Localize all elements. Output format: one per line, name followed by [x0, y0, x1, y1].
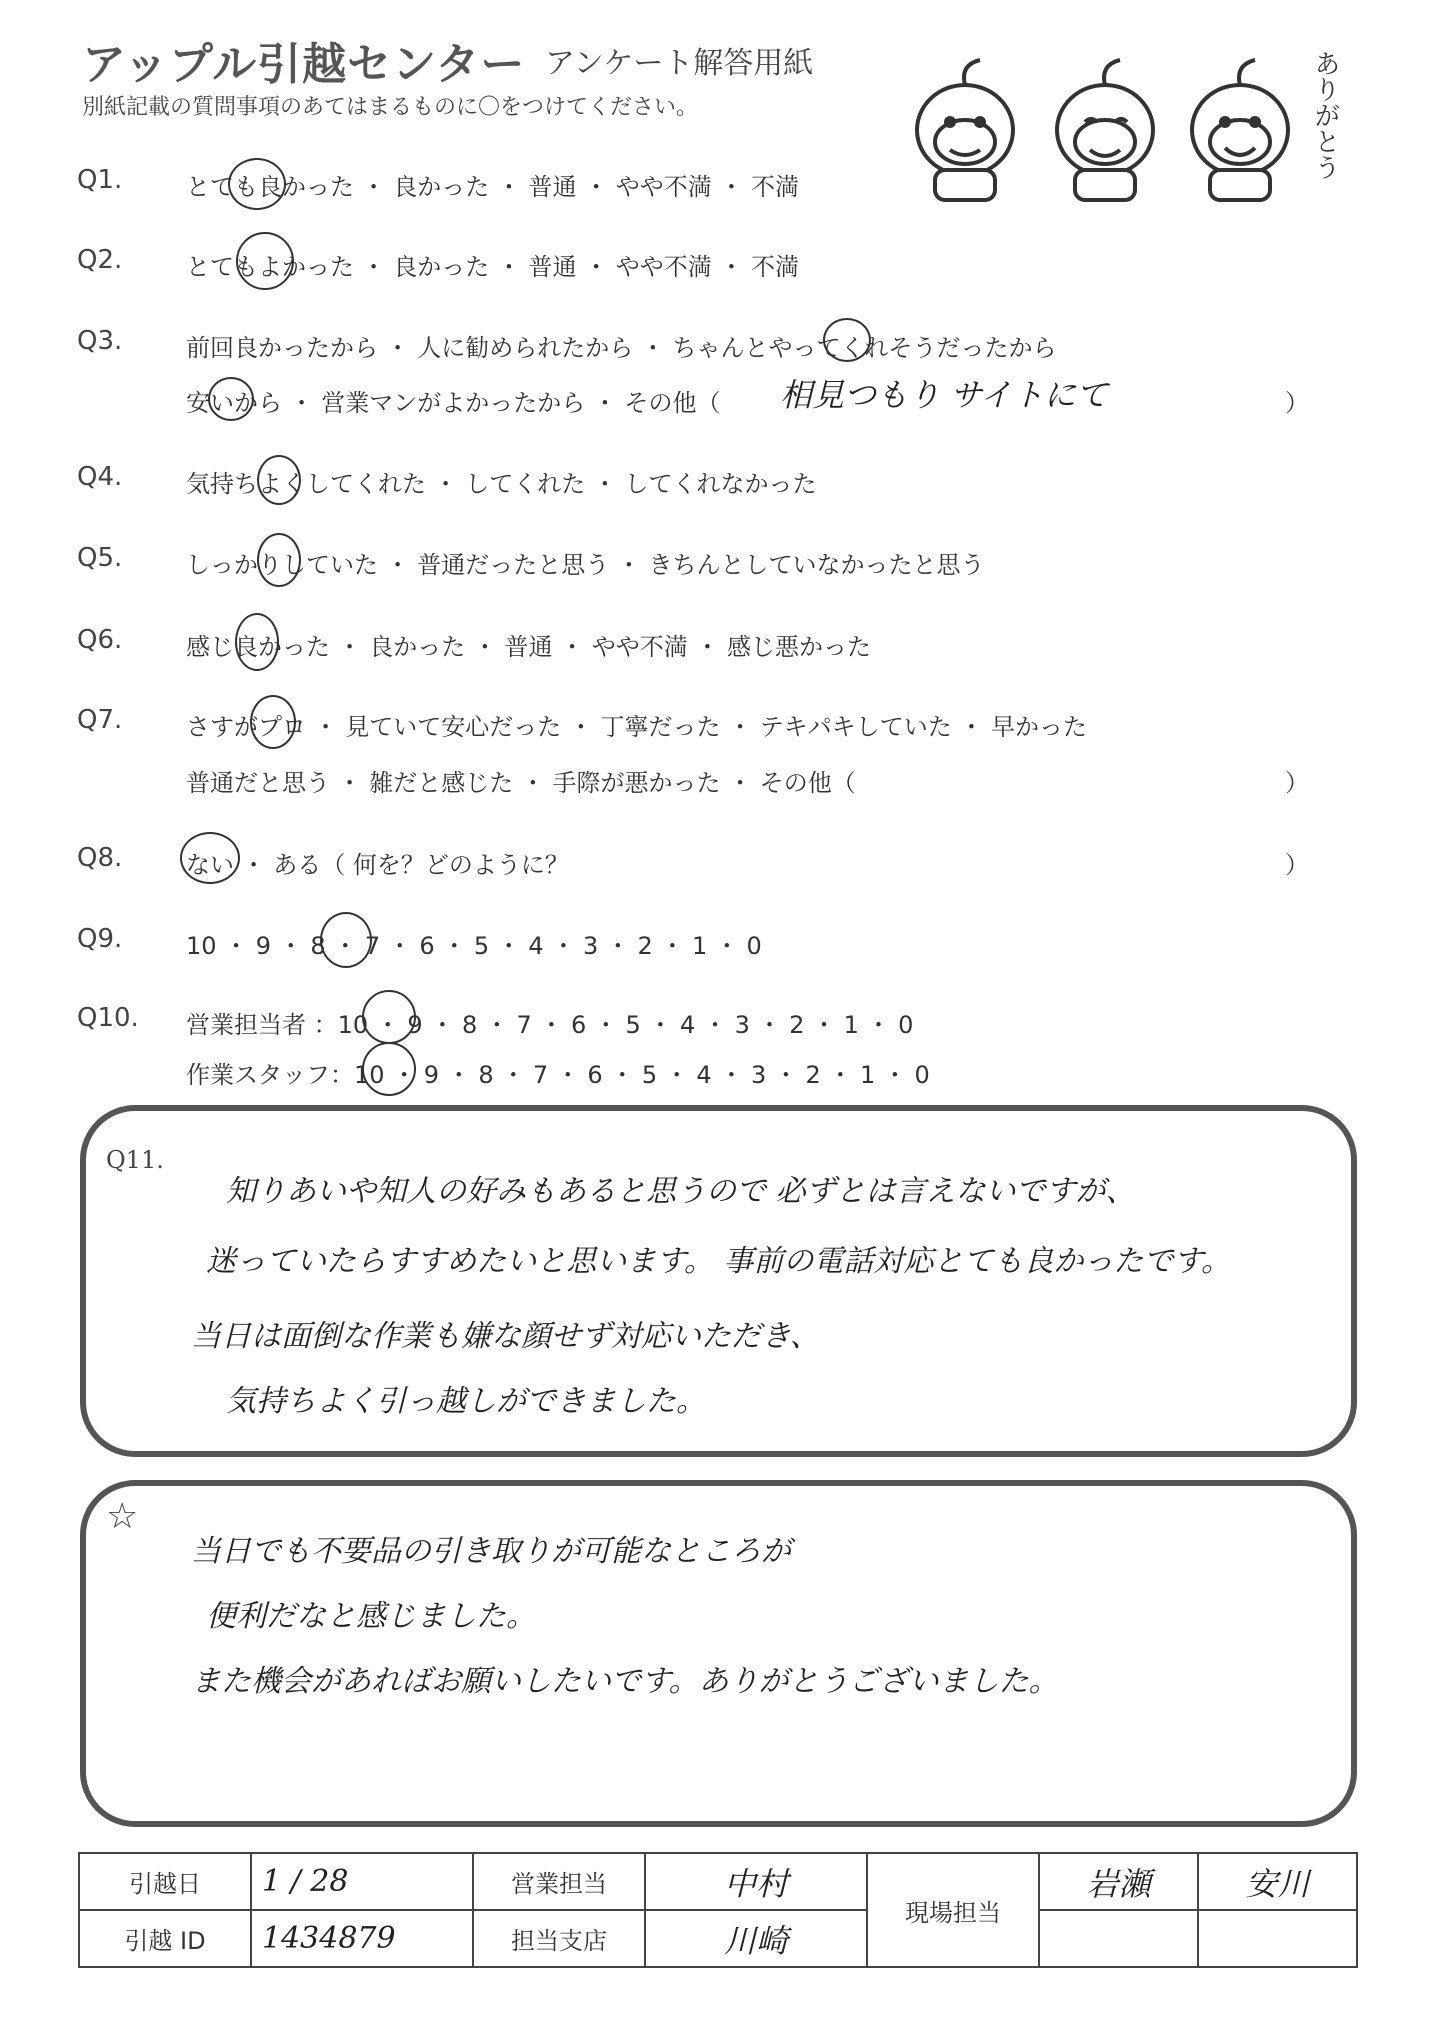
answer-circle [823, 318, 871, 362]
q3-other-answer: 相見つもり サイトにて [780, 376, 1108, 414]
q9-label: Q9. [77, 924, 123, 954]
q6-label: Q6. [77, 625, 123, 655]
site-staff-value-2: 安川 [1198, 1853, 1357, 1910]
form-title: アップル引越センター [82, 39, 526, 90]
answer-circle [180, 832, 240, 884]
q8-options: ない ・ ある（ 何を？どのように？ [186, 851, 569, 879]
monkey-icon [917, 60, 1013, 200]
q11-line: 気持ちよく引っ越しができました。 [226, 1384, 706, 1419]
monkey-icon [1057, 60, 1153, 200]
moving-date-value: 1 / 28 [251, 1853, 473, 1910]
moving-id-value: 1434879 [251, 1910, 473, 1967]
moving-id-label: 引越 ID [79, 1910, 251, 1967]
q8-close-paren: ） [1285, 851, 1309, 879]
q1-label: Q1. [77, 165, 123, 195]
answer-circle [257, 455, 301, 505]
comment-line: 当日でも不要品の引き取りが可能なところが [191, 1534, 791, 1569]
q8-label: Q8. [77, 843, 123, 873]
answer-circle [250, 695, 296, 749]
answer-circle [362, 990, 416, 1044]
monkey-icon [1192, 60, 1288, 200]
q4-options: 気持ちよくしてくれた ・ してくれた ・ してくれなかった [186, 470, 817, 498]
site-staff-value-1: 岩瀬 [1039, 1853, 1198, 1910]
answer-circle [208, 377, 254, 421]
site-staff-label: 現場担当 [867, 1853, 1039, 1967]
q5-options: しっかりしていた ・ 普通だったと思う ・ きちんとしていなかったと思う [186, 551, 985, 579]
q6-options: 感じ良かった ・ 良かった ・ 普通 ・ やや不満 ・ 感じ悪かった [186, 633, 872, 661]
moving-date-label: 引越日 [79, 1853, 251, 1910]
q3-options-line2: 安いから ・ 営業マンがよかったから ・ その他（ [186, 389, 721, 417]
q11-line: 迷っていたらすすめたいと思います。 事前の電話対応とても良かったです。 [206, 1244, 1232, 1279]
form-instruction: 別紙記載の質問事項のあてはまるものに〇をつけてください。 [82, 95, 699, 120]
additional-comment-box [80, 1480, 1357, 1827]
site-staff-empty-cell [1198, 1910, 1357, 1967]
q9-options: 10 ・ 9 ・ 8 ・ 7 ・ 6 ・ 5 ・ 4 ・ 3 ・ 2 ・ 1 ・ 0 [186, 932, 762, 960]
thanks-text: ありがとう [1310, 50, 1340, 180]
branch-label: 担当支店 [473, 1910, 645, 1967]
site-staff-empty-cell [1039, 1910, 1198, 1967]
q7-close-paren: ） [1285, 769, 1309, 797]
answer-circle [257, 533, 301, 587]
q11-label: Q11. [106, 1146, 164, 1174]
branch-value: 川崎 [645, 1910, 867, 1967]
q7-label: Q7. [77, 705, 123, 735]
q10-label: Q10. [77, 1003, 139, 1033]
q11-line: 当日は面倒な作業も嫌な顔せず対応いただき、 [191, 1319, 820, 1354]
q7-options-line2: 普通だと思う ・ 雑だと感じた ・ 手際が悪かった ・ その他（ [186, 769, 856, 797]
q4-label: Q4. [77, 462, 123, 492]
q2-label: Q2. [77, 245, 123, 275]
star-icon: ☆ [106, 1496, 139, 1537]
answer-circle [235, 613, 279, 671]
q10-sales-options: 営業担当者 ：10 ・ 9 ・ 8 ・ 7 ・ 6 ・ 5 ・ 4 ・ 3 ・ 2 ・ 1 ・ 0 [186, 1011, 914, 1039]
q5-label: Q5. [77, 543, 123, 573]
q2-options: とてもよかった ・ 良かった ・ 普通 ・ やや不満 ・ 不満 [186, 253, 800, 281]
comment-line: 便利だなと感じました。 [206, 1599, 536, 1634]
q3-label: Q3. [77, 326, 123, 356]
mascot-illustration [890, 30, 1350, 205]
answer-circle [228, 158, 286, 210]
q10-staff-options: 作業スタッフ：10 ・ 9 ・ 8 ・ 7 ・ 6 ・ 5 ・ 4 ・ 3 ・ 2 ・ 1 ・ 0 [186, 1061, 930, 1089]
answer-circle [320, 912, 372, 968]
q3-options-line1: 前回良かったから ・ 人に勧められたから ・ ちゃんとやってくれそうだったから [186, 334, 1057, 362]
answer-circle [362, 1042, 416, 1096]
comment-line: また機会があればお願いしたいです。ありがとうございました。 [191, 1664, 1059, 1699]
q7-options-line1: さすがプロ ・ 見ていて安心だった ・ 丁寧だった ・ テキパキしていた ・ 早かった [186, 713, 1088, 741]
footer-info-table [78, 1852, 1358, 1968]
q11-line: 知りあいや知人の好みもあると思うので 必ずとは言えないですが、 [226, 1174, 1136, 1209]
q1-options: とても良かった ・ 良かった ・ 普通 ・ やや不満 ・ 不満 [186, 173, 800, 201]
q3-close-paren: ） [1285, 389, 1309, 417]
q11-comment-box [80, 1105, 1357, 1457]
sales-rep-label: 営業担当 [473, 1853, 645, 1910]
form-subtitle: アンケート解答用紙 [545, 46, 814, 81]
sales-rep-value: 中村 [645, 1853, 867, 1910]
answer-circle [236, 232, 294, 290]
